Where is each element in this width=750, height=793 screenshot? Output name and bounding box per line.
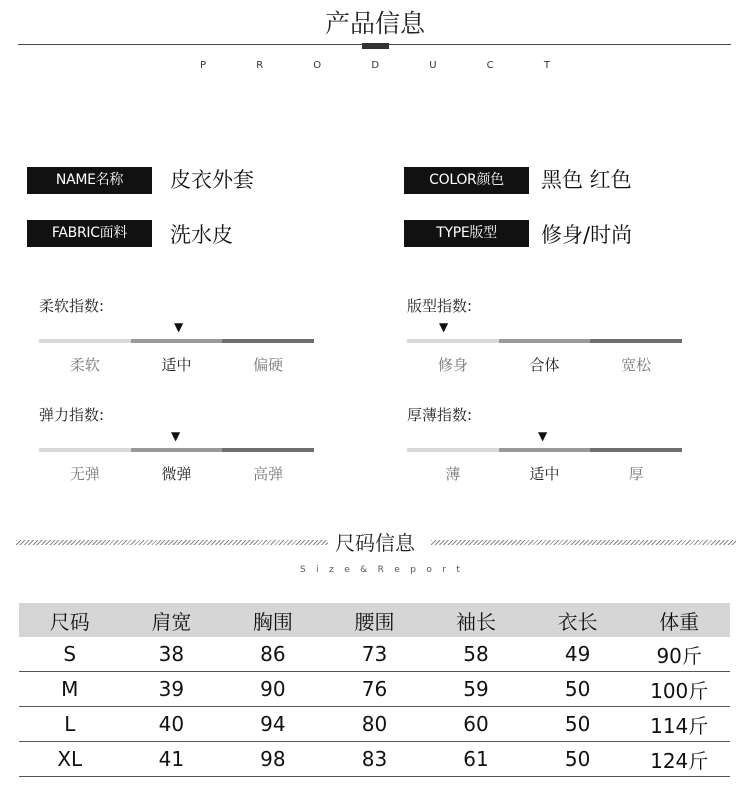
table-cell: 39	[121, 672, 223, 707]
table-row	[19, 672, 730, 707]
elasticity-option: 无弹	[69, 465, 100, 483]
size-table-header-row	[19, 603, 730, 637]
softness-scale	[39, 339, 314, 343]
size-subtitle-letter: z	[329, 565, 334, 575]
size-subtitle-letter: o	[426, 565, 432, 575]
product-subtitle-letter: T	[543, 60, 550, 71]
product-subtitle-letter: D	[371, 60, 380, 71]
size-table	[19, 603, 730, 777]
table-cell: 80	[324, 707, 426, 742]
header-chest: 胸围	[222, 603, 324, 637]
table-cell: 90	[222, 672, 324, 707]
size-subtitle-letter: S	[300, 565, 306, 575]
fit-scale	[407, 339, 682, 343]
product-subtitle-letter: P	[200, 60, 207, 71]
table-cell: 50	[527, 707, 629, 742]
softness-option: 柔软	[69, 356, 100, 374]
table-cell: 114斤	[628, 707, 730, 742]
size-subtitle-letter: t	[456, 565, 460, 575]
table-cell: 41	[121, 742, 223, 777]
table-cell: 59	[425, 672, 527, 707]
name-value: 皮衣外套	[170, 168, 254, 192]
size-subtitle-letter: p	[410, 565, 416, 575]
fit-scale-segment	[407, 339, 499, 343]
table-row	[19, 707, 730, 742]
table-row	[19, 637, 730, 672]
softness-option: 偏硬	[253, 356, 284, 374]
elasticity-scale-segment	[39, 448, 131, 452]
softness-index-label: 柔软指数:	[39, 297, 105, 315]
fit-option-selected: 修身	[437, 356, 468, 374]
table-cell: L	[19, 707, 121, 742]
thickness-scale	[407, 448, 682, 452]
header-weight: 体重	[628, 603, 730, 637]
softness-marker-icon: ▼	[174, 320, 184, 334]
thickness-options	[407, 463, 682, 484]
elasticity-option: 高弹	[253, 465, 284, 483]
product-subtitle	[200, 60, 550, 71]
table-cell: 124斤	[628, 742, 730, 777]
table-cell: 49	[527, 637, 629, 672]
thickness-scale-segment	[407, 448, 499, 452]
table-cell: 61	[425, 742, 527, 777]
softness-option-selected: 适中	[161, 356, 192, 374]
header-sleeve: 袖长	[425, 603, 527, 637]
size-subtitle-letter: r	[442, 565, 446, 575]
table-cell: 86	[222, 637, 324, 672]
fit-option: 宽松	[621, 356, 652, 374]
elasticity-marker-icon: ▼	[171, 429, 181, 443]
product-subtitle-letter: U	[429, 60, 437, 71]
table-cell: XL	[19, 742, 121, 777]
fit-scale-segment	[590, 339, 682, 343]
table-cell: 90斤	[628, 637, 730, 672]
size-subtitle-letter: e	[394, 565, 400, 575]
table-cell: 38	[121, 637, 223, 672]
thickness-scale-segment	[590, 448, 682, 452]
table-cell: 76	[324, 672, 426, 707]
size-subtitle	[300, 565, 460, 575]
header-shoulder: 肩宽	[121, 603, 223, 637]
fit-scale-segment	[499, 339, 591, 343]
elasticity-option-selected: 微弹	[161, 465, 192, 483]
thickness-option: 厚	[628, 465, 644, 483]
elasticity-options	[39, 463, 314, 484]
elasticity-scale-segment	[222, 448, 314, 452]
table-cell: 40	[121, 707, 223, 742]
type-tag: TYPE版型	[404, 220, 529, 247]
thickness-scale-segment	[499, 448, 591, 452]
softness-scale-segment	[39, 339, 131, 343]
fit-option: 合体	[529, 356, 560, 374]
header-size: 尺码	[19, 603, 121, 637]
color-tag: COLOR颜色	[404, 167, 529, 194]
table-cell: M	[19, 672, 121, 707]
table-cell: 50	[527, 742, 629, 777]
size-subtitle-letter: R	[377, 565, 384, 575]
softness-scale-segment	[222, 339, 314, 343]
type-value: 修身/时尚	[541, 223, 633, 247]
size-subtitle-letter: e	[344, 565, 350, 575]
color-value: 黑色 红色	[541, 168, 632, 192]
size-subtitle-letter: &	[360, 565, 368, 575]
table-cell: 50	[527, 672, 629, 707]
product-subtitle-letter: O	[313, 60, 322, 71]
product-subtitle-letter: R	[256, 60, 264, 71]
fabric-value: 洗水皮	[170, 223, 233, 247]
table-row	[19, 742, 730, 777]
table-cell: 94	[222, 707, 324, 742]
thickness-option-selected: 适中	[529, 465, 560, 483]
softness-scale-segment	[131, 339, 223, 343]
fit-marker-icon: ▼	[439, 320, 449, 334]
thickness-marker-icon: ▼	[538, 429, 548, 443]
header-waist: 腰围	[324, 603, 426, 637]
table-cell: 100斤	[628, 672, 730, 707]
table-cell: S	[19, 637, 121, 672]
fabric-tag: FABRIC面料	[27, 220, 152, 247]
table-cell: 58	[425, 637, 527, 672]
thickness-option: 薄	[445, 465, 461, 483]
product-subtitle-letter: C	[486, 60, 494, 71]
table-cell: 83	[324, 742, 426, 777]
name-tag: NAME名称	[27, 167, 152, 194]
fit-options	[407, 354, 682, 375]
fit-index-label: 版型指数:	[407, 297, 473, 315]
table-cell: 60	[425, 707, 527, 742]
product-info-title: 产品信息	[324, 9, 425, 38]
header-divider-accent	[362, 43, 389, 49]
softness-options	[39, 354, 314, 375]
elasticity-scale-segment	[131, 448, 223, 452]
thickness-index-label: 厚薄指数:	[407, 406, 473, 424]
size-subtitle-letter: i	[316, 565, 319, 575]
elasticity-scale	[39, 448, 314, 452]
table-cell: 98	[222, 742, 324, 777]
size-info-title: 尺码信息	[335, 531, 415, 555]
table-cell: 73	[324, 637, 426, 672]
header-length: 衣长	[527, 603, 629, 637]
elasticity-index-label: 弹力指数:	[39, 406, 105, 424]
